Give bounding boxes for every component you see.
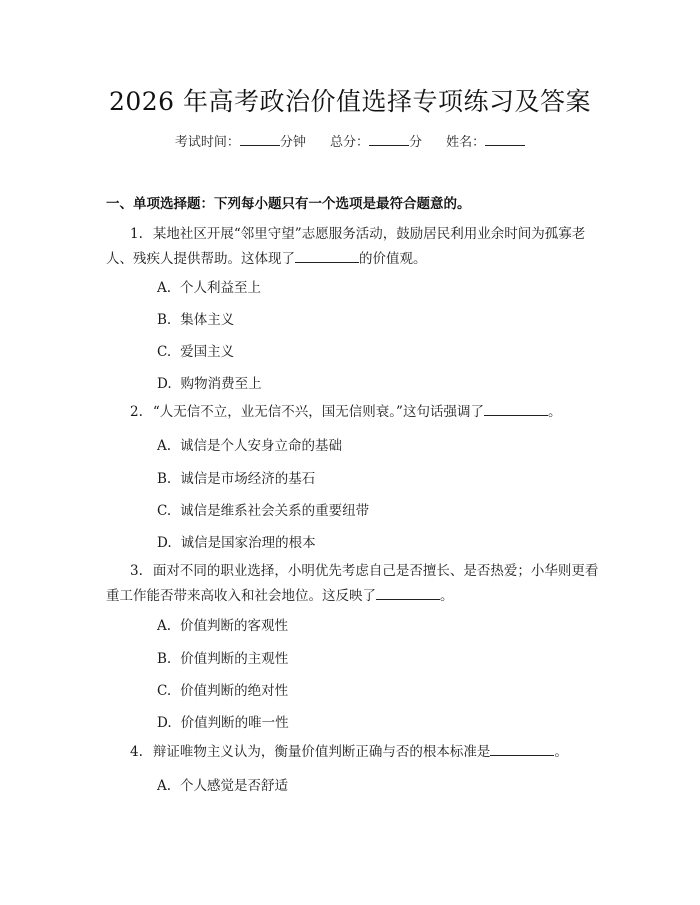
- option-text: 价值判断的客观性: [180, 618, 289, 634]
- option-text: 诚信是国家治理的根本: [180, 535, 316, 551]
- option-d[interactable]: [157, 372, 262, 392]
- option-c[interactable]: [157, 679, 288, 699]
- question-stem: “人无信不立，业无信不兴，国无信则衰。”这句话强调了: [152, 404, 484, 420]
- student-name: [446, 135, 525, 150]
- option-text: 价值判断的绝对性: [180, 683, 289, 699]
- option-letter: A.: [157, 438, 172, 454]
- total-score-unit: 分: [409, 135, 423, 150]
- answer-blank[interactable]: [484, 401, 548, 416]
- answer-blank[interactable]: [376, 585, 440, 600]
- question-stem: 辩证唯物主义认为，衡量价值判断正确与否的根本标准是: [152, 744, 491, 760]
- question-number: 4.: [130, 744, 143, 760]
- option-text: 购物消费至上: [180, 376, 262, 392]
- option-text: 诚信是维系社会关系的重要纽带: [180, 503, 370, 519]
- option-b[interactable]: [157, 467, 315, 487]
- answer-blank[interactable]: [295, 248, 359, 263]
- exam-meta: [0, 131, 700, 150]
- option-letter: A.: [157, 618, 172, 634]
- option-letter: B.: [157, 312, 172, 328]
- exam-time: [175, 135, 306, 150]
- total-score-blank[interactable]: [369, 133, 409, 146]
- option-letter: B.: [157, 651, 172, 667]
- option-text: 个人利益至上: [180, 280, 262, 296]
- option-text: 爱国主义: [180, 344, 235, 360]
- question-stem: 面对不同的职业选择，小明优先考虑自己是否擅长、是否热爱；小华则更看重工作能否带来高收入和社会地位。这反映了: [106, 563, 599, 604]
- option-text: 诚信是个人安身立命的基础: [180, 438, 343, 454]
- option-a[interactable]: [157, 434, 342, 454]
- section-title: 一、单项选择题：下列每小题只有一个选项是最符合题意的。: [106, 196, 471, 212]
- question-3: [106, 559, 600, 609]
- option-b[interactable]: [157, 647, 288, 667]
- option-c[interactable]: [157, 340, 234, 360]
- question-4: [106, 740, 600, 765]
- question-stem-end: 。: [440, 588, 454, 604]
- question-stem: 某地社区开展“邻里守望”志愿服务活动，鼓励居民利用业余时间为孤寡老人、残疾人提供帮助。这体现了: [106, 226, 586, 267]
- option-text: 价值判断的唯一性: [180, 715, 289, 731]
- question-number: 2.: [130, 404, 143, 420]
- option-a[interactable]: [157, 614, 288, 634]
- option-text: 价值判断的主观性: [180, 651, 289, 667]
- question-stem-end: 。: [547, 404, 562, 420]
- option-letter: A.: [157, 280, 172, 296]
- option-d[interactable]: [157, 531, 316, 551]
- option-letter: C.: [157, 344, 172, 360]
- exam-time-label: 考试时间：: [174, 135, 240, 150]
- student-name-blank[interactable]: [485, 133, 525, 146]
- exam-time-blank[interactable]: [240, 133, 280, 146]
- option-letter: D.: [157, 376, 172, 392]
- question-2: [106, 400, 600, 425]
- option-letter: A.: [157, 778, 172, 794]
- option-letter: C.: [157, 503, 172, 519]
- total-score-label: 总分：: [329, 135, 369, 150]
- question-number: 3.: [130, 563, 143, 579]
- question-number: 1.: [130, 226, 143, 242]
- option-letter: C.: [157, 683, 172, 699]
- option-letter: D.: [157, 715, 172, 731]
- option-text: 诚信是市场经济的基石: [180, 471, 316, 487]
- option-a[interactable]: [157, 774, 288, 794]
- option-c[interactable]: [157, 499, 369, 519]
- option-text: 个人感觉是否舒适: [180, 778, 289, 794]
- answer-blank[interactable]: [490, 741, 554, 756]
- option-letter: B.: [157, 471, 172, 487]
- question-stem-end: 的价值观。: [359, 251, 427, 267]
- option-text: 集体主义: [180, 312, 235, 328]
- option-d[interactable]: [157, 711, 289, 731]
- total-score: [330, 135, 422, 150]
- option-b[interactable]: [157, 308, 234, 328]
- page-title: 2026 年高考政治价值选择专项练习及答案: [108, 87, 592, 116]
- question-1: [106, 222, 600, 272]
- student-name-label: 姓名：: [446, 135, 486, 150]
- option-a[interactable]: [157, 276, 261, 296]
- exam-time-unit: 分钟: [279, 135, 306, 150]
- question-stem-end: 。: [554, 744, 568, 760]
- option-letter: D.: [157, 535, 172, 551]
